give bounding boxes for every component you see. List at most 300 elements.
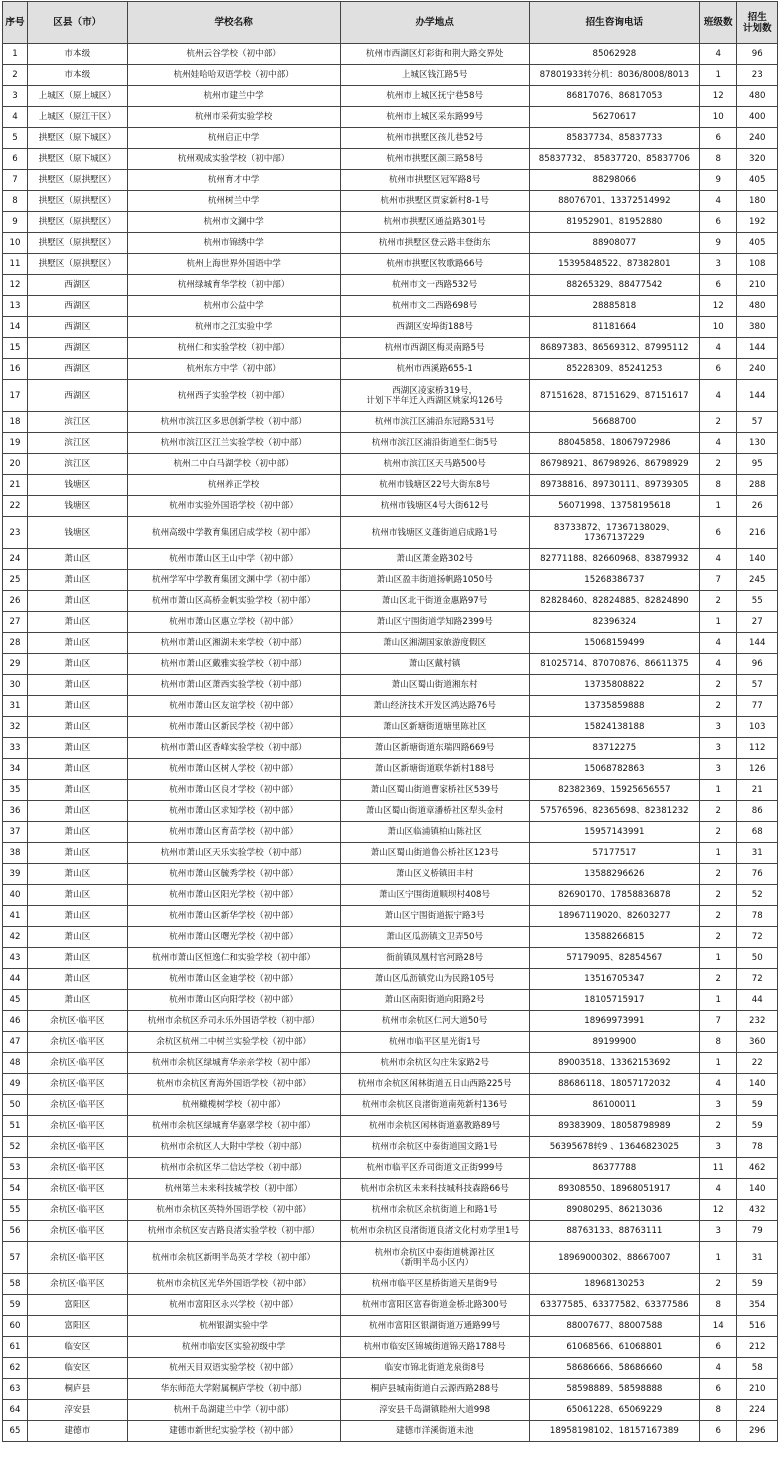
phone-cell: 88007677、88007588 <box>529 1316 699 1337</box>
phone-cell: 86817076、86817053 <box>529 86 699 107</box>
header-district: 区县（市） <box>27 2 127 44</box>
school-name-cell: 杭州市萧山区湘湖未来学校（初中部） <box>127 633 340 654</box>
class-count-cell: 2 <box>700 412 737 433</box>
school-name-cell: 杭州市萧山区阳光学校（初中部） <box>127 885 340 906</box>
serial-cell: 50 <box>3 1095 28 1116</box>
enroll-plan-cell: 245 <box>737 570 778 591</box>
serial-cell: 3 <box>3 86 28 107</box>
phone-cell: 85837732、 85837720、85837706 <box>529 149 699 170</box>
address-cell: 杭州市余杭区未来科技城科技森路66号 <box>340 1179 529 1200</box>
enroll-plan-cell: 23 <box>737 65 778 86</box>
enroll-plan-cell: 480 <box>737 296 778 317</box>
district-cell: 市本级 <box>27 65 127 86</box>
phone-cell: 89080295、86213036 <box>529 1200 699 1221</box>
serial-cell: 48 <box>3 1053 28 1074</box>
serial-cell: 2 <box>3 65 28 86</box>
address-cell: 杭州市余杭区良渚街道南苑新村136号 <box>340 1095 529 1116</box>
table-row <box>3 380 778 412</box>
enroll-plan-cell: 380 <box>737 317 778 338</box>
district-cell: 拱墅区（原下城区） <box>27 149 127 170</box>
address-cell: 萧山区瓜沥镇党山为民路105号 <box>340 969 529 990</box>
phone-cell: 86798921、86798926、86798929 <box>529 454 699 475</box>
serial-cell: 41 <box>3 906 28 927</box>
table-row <box>3 549 778 570</box>
address-cell: 萧山区新塘街道塘里陈社区 <box>340 717 529 738</box>
district-cell: 萧山区 <box>27 570 127 591</box>
enroll-plan-cell: 59 <box>737 1116 778 1137</box>
serial-cell: 5 <box>3 128 28 149</box>
district-cell: 淳安县 <box>27 1400 127 1421</box>
district-cell: 余杭区·临平区 <box>27 1221 127 1242</box>
class-count-cell: 3 <box>700 254 737 275</box>
table-row <box>3 1158 778 1179</box>
table-row <box>3 927 778 948</box>
district-cell: 萧山区 <box>27 633 127 654</box>
address-cell: 萧山区宁围街道学知路2399号 <box>340 612 529 633</box>
district-cell: 萧山区 <box>27 948 127 969</box>
class-count-cell: 6 <box>700 359 737 380</box>
class-count-cell: 4 <box>700 549 737 570</box>
district-cell: 萧山区 <box>27 696 127 717</box>
phone-cell: 18105715917 <box>529 990 699 1011</box>
district-cell: 富阳区 <box>27 1316 127 1337</box>
phone-cell: 88298066 <box>529 170 699 191</box>
enroll-plan-cell: 210 <box>737 1379 778 1400</box>
serial-cell: 47 <box>3 1032 28 1053</box>
serial-cell: 43 <box>3 948 28 969</box>
table-row <box>3 1074 778 1095</box>
district-cell: 西湖区 <box>27 338 127 359</box>
table-row <box>3 1095 778 1116</box>
serial-cell: 46 <box>3 1011 28 1032</box>
enroll-plan-cell: 31 <box>737 843 778 864</box>
address-cell: 临安市锦北街道龙泉街8号 <box>340 1358 529 1379</box>
school-name-cell: 杭州市余杭区华二信达学校（初中部） <box>127 1158 340 1179</box>
table-row <box>3 1400 778 1421</box>
serial-cell: 17 <box>3 380 28 412</box>
enroll-plan-cell: 405 <box>737 170 778 191</box>
address-cell: 萧山区蜀山街道湘东村 <box>340 675 529 696</box>
school-name-cell: 杭州市萧山区毓秀学校（初中部） <box>127 864 340 885</box>
table-row <box>3 170 778 191</box>
enroll-plan-cell: 72 <box>737 969 778 990</box>
serial-cell: 62 <box>3 1358 28 1379</box>
address-cell: 杭州市余杭区闲林街道五日山西路225号 <box>340 1074 529 1095</box>
school-name-cell: 杭州市之江实验中学 <box>127 317 340 338</box>
table-row <box>3 233 778 254</box>
table-row <box>3 128 778 149</box>
enroll-plan-cell: 192 <box>737 212 778 233</box>
school-name-cell: 杭州市萧山区树人学校（初中部） <box>127 759 340 780</box>
serial-cell: 45 <box>3 990 28 1011</box>
school-name-cell: 杭州市萧山区萧西实验学校（初中部） <box>127 675 340 696</box>
table-row <box>3 454 778 475</box>
address-cell: 杭州市钱塘区22号大街东8号 <box>340 475 529 496</box>
phone-cell: 88076701、13372514992 <box>529 191 699 212</box>
table-row <box>3 1011 778 1032</box>
phone-cell: 86897383、86569312、87995112 <box>529 338 699 359</box>
district-cell: 拱墅区（原下城区） <box>27 128 127 149</box>
table-row <box>3 338 778 359</box>
table-row <box>3 759 778 780</box>
school-name-cell: 杭州云谷学校（初中部） <box>127 44 340 65</box>
serial-cell: 25 <box>3 570 28 591</box>
district-cell: 萧山区 <box>27 549 127 570</box>
class-count-cell: 4 <box>700 654 737 675</box>
table-row <box>3 149 778 170</box>
table-row <box>3 1116 778 1137</box>
address-cell: 萧山区宁围街道顺坝村408号 <box>340 885 529 906</box>
phone-cell: 89383909、18058798989 <box>529 1116 699 1137</box>
table-row <box>3 843 778 864</box>
phone-cell: 63377585、63377582、63377586 <box>529 1295 699 1316</box>
address-cell: 萧山区萧金路302号 <box>340 549 529 570</box>
table-row <box>3 906 778 927</box>
address-cell: 杭州市临平区星光街1号 <box>340 1032 529 1053</box>
phone-cell: 86100011 <box>529 1095 699 1116</box>
serial-cell: 6 <box>3 149 28 170</box>
enroll-plan-cell: 144 <box>737 338 778 359</box>
table-row <box>3 191 778 212</box>
header-phone: 招生咨询电话 <box>529 2 699 44</box>
district-cell: 临安区 <box>27 1358 127 1379</box>
class-count-cell: 1 <box>700 948 737 969</box>
phone-cell: 15068159499 <box>529 633 699 654</box>
address-cell: 杭州市上城区抚宁巷58号 <box>340 86 529 107</box>
phone-cell: 83733872、17367138029、 17367137229 <box>529 517 699 549</box>
serial-cell: 44 <box>3 969 28 990</box>
phone-cell: 88763133、88763111 <box>529 1221 699 1242</box>
class-count-cell: 1 <box>700 612 737 633</box>
serial-cell: 23 <box>3 517 28 549</box>
phone-cell: 81952901、81952880 <box>529 212 699 233</box>
class-count-cell: 2 <box>700 822 737 843</box>
school-name-cell: 杭州第兰未来科技城学校（初中部） <box>127 1179 340 1200</box>
table-row <box>3 1053 778 1074</box>
class-count-cell: 2 <box>700 591 737 612</box>
address-cell: 萧山区南阳街道向阳路2号 <box>340 990 529 1011</box>
address-cell: 杭州市余杭区良渚街道良渚文化村劝学里1号 <box>340 1221 529 1242</box>
class-count-cell: 3 <box>700 759 737 780</box>
phone-cell: 56688700 <box>529 412 699 433</box>
serial-cell: 65 <box>3 1421 28 1442</box>
table-row <box>3 1295 778 1316</box>
table-row <box>3 864 778 885</box>
table-row <box>3 1316 778 1337</box>
serial-cell: 13 <box>3 296 28 317</box>
address-cell: 杭州市拱墅区冠军路8号 <box>340 170 529 191</box>
table-row <box>3 1179 778 1200</box>
header-school-name: 学校名称 <box>127 2 340 44</box>
table-row <box>3 969 778 990</box>
table-row <box>3 1337 778 1358</box>
district-cell: 桐庐县 <box>27 1379 127 1400</box>
school-name-cell: 杭州市萧山区育苗学校（初中部） <box>127 822 340 843</box>
class-count-cell: 2 <box>700 1274 737 1295</box>
class-count-cell: 4 <box>700 1074 737 1095</box>
phone-cell: 13588296626 <box>529 864 699 885</box>
enroll-plan-cell: 180 <box>737 191 778 212</box>
district-cell: 滨江区 <box>27 412 127 433</box>
serial-cell: 40 <box>3 885 28 906</box>
enroll-plan-cell: 31 <box>737 1242 778 1274</box>
enroll-plan-cell: 50 <box>737 948 778 969</box>
table-row <box>3 948 778 969</box>
district-cell: 拱墅区（原拱墅区） <box>27 254 127 275</box>
district-cell: 市本级 <box>27 44 127 65</box>
enroll-plan-cell: 96 <box>737 44 778 65</box>
serial-cell: 22 <box>3 496 28 517</box>
district-cell: 钱塘区 <box>27 475 127 496</box>
table-row <box>3 990 778 1011</box>
phone-cell: 81181664 <box>529 317 699 338</box>
school-name-cell: 杭州市萧山区戴雅实验学校（初中部） <box>127 654 340 675</box>
enroll-plan-cell: 140 <box>737 549 778 570</box>
address-cell: 萧山区湘湖国家旅游度假区 <box>340 633 529 654</box>
address-cell: 杭州市钱塘区义蓬街道启成路1号 <box>340 517 529 549</box>
enroll-plan-cell: 480 <box>737 86 778 107</box>
district-cell: 萧山区 <box>27 822 127 843</box>
school-name-cell: 杭州市萧山区曙光学校（初中部） <box>127 927 340 948</box>
phone-cell: 88686118、18057172032 <box>529 1074 699 1095</box>
school-name-cell: 余杭区杭州二中树兰实验学校（初中部） <box>127 1032 340 1053</box>
serial-cell: 37 <box>3 822 28 843</box>
serial-cell: 33 <box>3 738 28 759</box>
school-name-cell: 杭州市萧山区高桥金帆实验学校（初中部） <box>127 591 340 612</box>
serial-cell: 57 <box>3 1242 28 1274</box>
table-row <box>3 212 778 233</box>
class-count-cell: 7 <box>700 570 737 591</box>
enroll-plan-cell: 95 <box>737 454 778 475</box>
serial-cell: 8 <box>3 191 28 212</box>
class-count-cell: 1 <box>700 1242 737 1274</box>
phone-cell: 82382369、15925656557 <box>529 780 699 801</box>
serial-cell: 49 <box>3 1074 28 1095</box>
class-count-cell: 8 <box>700 475 737 496</box>
school-name-cell: 杭州市富阳区永兴学校（初中部） <box>127 1295 340 1316</box>
table-row <box>3 633 778 654</box>
district-cell: 萧山区 <box>27 969 127 990</box>
enroll-plan-cell: 232 <box>737 1011 778 1032</box>
district-cell: 余杭区·临平区 <box>27 1095 127 1116</box>
district-cell: 萧山区 <box>27 591 127 612</box>
district-cell: 上城区（原上城区） <box>27 86 127 107</box>
header-address: 办学地点 <box>340 2 529 44</box>
phone-cell: 89308550、18968051917 <box>529 1179 699 1200</box>
serial-cell: 14 <box>3 317 28 338</box>
phone-cell: 58686666、58686660 <box>529 1358 699 1379</box>
school-name-cell: 杭州市滨江区江兰实验学校（初中部） <box>127 433 340 454</box>
enroll-plan-cell: 240 <box>737 359 778 380</box>
address-cell: 杭州市拱墅区颜三路58号 <box>340 149 529 170</box>
school-name-cell: 杭州市余杭区育海外国语学校（初中部） <box>127 1074 340 1095</box>
enroll-plan-cell: 26 <box>737 496 778 517</box>
address-cell: 杭州市西溪路655-1 <box>340 359 529 380</box>
table-row <box>3 612 778 633</box>
district-cell: 萧山区 <box>27 612 127 633</box>
enroll-plan-cell: 140 <box>737 1074 778 1095</box>
district-cell: 萧山区 <box>27 864 127 885</box>
address-cell: 杭州市余杭区中泰街道国文路1号 <box>340 1137 529 1158</box>
serial-cell: 21 <box>3 475 28 496</box>
class-count-cell: 8 <box>700 1032 737 1053</box>
school-name-cell: 杭州市萧山区天乐实验学校（初中部） <box>127 843 340 864</box>
phone-cell: 18967119020、82603277 <box>529 906 699 927</box>
district-cell: 余杭区·临平区 <box>27 1011 127 1032</box>
serial-cell: 60 <box>3 1316 28 1337</box>
table-row <box>3 44 778 65</box>
district-cell: 萧山区 <box>27 738 127 759</box>
class-count-cell: 2 <box>700 864 737 885</box>
address-cell: 杭州市西湖区梅灵南路5号 <box>340 338 529 359</box>
table-row <box>3 654 778 675</box>
serial-cell: 42 <box>3 927 28 948</box>
phone-cell: 57179095、82854567 <box>529 948 699 969</box>
serial-cell: 61 <box>3 1337 28 1358</box>
phone-cell: 18958198102、18157167389 <box>529 1421 699 1442</box>
serial-cell: 35 <box>3 780 28 801</box>
school-name-cell: 杭州市滨江区多思创新学校（初中部） <box>127 412 340 433</box>
serial-cell: 24 <box>3 549 28 570</box>
table-row <box>3 475 778 496</box>
school-name-cell: 杭州娃哈哈双语学校（初中部） <box>127 65 340 86</box>
table-row <box>3 1421 778 1442</box>
table-row <box>3 517 778 549</box>
address-cell: 萧山区蜀山街道鲁公桥社区123号 <box>340 843 529 864</box>
address-cell: 杭州市滨江区浦沿东冠路531号 <box>340 412 529 433</box>
table-header-row <box>3 2 778 44</box>
class-count-cell: 6 <box>700 275 737 296</box>
phone-cell: 18969000302、88667007 <box>529 1242 699 1274</box>
enroll-plan-cell: 296 <box>737 1421 778 1442</box>
phone-cell: 82828460、82824885、82824890 <box>529 591 699 612</box>
table-row <box>3 496 778 517</box>
serial-cell: 38 <box>3 843 28 864</box>
phone-cell: 13588266815 <box>529 927 699 948</box>
phone-cell: 82771188、82660968、83879932 <box>529 549 699 570</box>
class-count-cell: 4 <box>700 433 737 454</box>
address-cell: 萧山区临浦镇柏山陈社区 <box>340 822 529 843</box>
table-row <box>3 675 778 696</box>
table-row <box>3 591 778 612</box>
class-count-cell: 6 <box>700 212 737 233</box>
serial-cell: 19 <box>3 433 28 454</box>
address-cell: 杭州市余杭区闲林街道嘉教路89号 <box>340 1116 529 1137</box>
address-cell: 杭州市西湖区灯彩街和荆大路交界处 <box>340 44 529 65</box>
enroll-plan-cell: 57 <box>737 675 778 696</box>
enroll-plan-cell: 516 <box>737 1316 778 1337</box>
district-cell: 余杭区·临平区 <box>27 1200 127 1221</box>
serial-cell: 55 <box>3 1200 28 1221</box>
enroll-plan-cell: 144 <box>737 633 778 654</box>
serial-cell: 4 <box>3 107 28 128</box>
address-cell: 萧山区瓜沥镇文卫弄50号 <box>340 927 529 948</box>
address-cell: 萧山区盈丰街道扬帆路1050号 <box>340 570 529 591</box>
phone-cell: 28885818 <box>529 296 699 317</box>
school-name-cell: 杭州市萧山区良才学校（初中部） <box>127 780 340 801</box>
address-cell: 西湖区凌家桥319号， 计划下半年迁入西湖区姚家坞126号 <box>340 380 529 412</box>
school-name-cell: 杭州市余杭区乔司永乐外国语学校（初中部） <box>127 1011 340 1032</box>
enroll-plan-cell: 59 <box>737 1095 778 1116</box>
school-name-cell: 杭州上海世界外国语中学 <box>127 254 340 275</box>
district-cell: 萧山区 <box>27 906 127 927</box>
class-count-cell: 2 <box>700 454 737 475</box>
phone-cell: 57177517 <box>529 843 699 864</box>
phone-cell: 57576596、82365698、82381232 <box>529 801 699 822</box>
serial-cell: 54 <box>3 1179 28 1200</box>
class-count-cell: 6 <box>700 517 737 549</box>
serial-cell: 18 <box>3 412 28 433</box>
class-count-cell: 2 <box>700 801 737 822</box>
district-cell: 萧山区 <box>27 780 127 801</box>
school-name-cell: 杭州绿城育华学校（初中部） <box>127 275 340 296</box>
district-cell: 拱墅区（原拱墅区） <box>27 233 127 254</box>
school-name-cell: 杭州育才中学 <box>127 170 340 191</box>
school-name-cell: 杭州市锦绣中学 <box>127 233 340 254</box>
phone-cell: 89199900 <box>529 1032 699 1053</box>
enroll-plan-cell: 126 <box>737 759 778 780</box>
enroll-plan-cell: 140 <box>737 1179 778 1200</box>
school-name-cell: 杭州天目双语实验学校（初中部） <box>127 1358 340 1379</box>
phone-cell: 15395848522、87382801 <box>529 254 699 275</box>
class-count-cell: 4 <box>700 1179 737 1200</box>
school-name-cell: 杭州市萧山区友谊学校（初中部） <box>127 696 340 717</box>
district-cell: 钱塘区 <box>27 517 127 549</box>
district-cell: 上城区（原江干区） <box>27 107 127 128</box>
address-cell: 杭州市余杭区勾庄朱家路2号 <box>340 1053 529 1074</box>
enroll-plan-cell: 78 <box>737 1137 778 1158</box>
school-name-cell: 杭州市萧山区求知学校（初中部） <box>127 801 340 822</box>
table-row <box>3 65 778 86</box>
class-count-cell: 2 <box>700 1116 737 1137</box>
class-count-cell: 14 <box>700 1316 737 1337</box>
class-count-cell: 8 <box>700 149 737 170</box>
serial-cell: 12 <box>3 275 28 296</box>
phone-cell: 86377788 <box>529 1158 699 1179</box>
district-cell: 余杭区·临平区 <box>27 1137 127 1158</box>
serial-cell: 63 <box>3 1379 28 1400</box>
phone-cell: 82396324 <box>529 612 699 633</box>
class-count-cell: 7 <box>700 1011 737 1032</box>
class-count-cell: 3 <box>700 717 737 738</box>
enroll-plan-cell: 360 <box>737 1032 778 1053</box>
school-name-cell: 杭州市萧山区金迪学校（初中部） <box>127 969 340 990</box>
district-cell: 余杭区·临平区 <box>27 1242 127 1274</box>
phone-cell: 87151628、87151629、87151617 <box>529 380 699 412</box>
phone-cell: 89003518、13362153692 <box>529 1053 699 1074</box>
class-count-cell: 3 <box>700 1137 737 1158</box>
class-count-cell: 2 <box>700 906 737 927</box>
class-count-cell: 2 <box>700 885 737 906</box>
school-name-cell: 杭州银湖实验中学 <box>127 1316 340 1337</box>
class-count-cell: 8 <box>700 1400 737 1421</box>
serial-cell: 28 <box>3 633 28 654</box>
address-cell: 萧山区戴村镇 <box>340 654 529 675</box>
enroll-plan-cell: 103 <box>737 717 778 738</box>
enroll-plan-cell: 462 <box>737 1158 778 1179</box>
address-cell: 衙前镇凤凰村官河路28号 <box>340 948 529 969</box>
address-cell: 杭州市临平区乔司街道文正街999号 <box>340 1158 529 1179</box>
phone-cell: 88265329、88477542 <box>529 275 699 296</box>
address-cell: 杭州市文二西路698号 <box>340 296 529 317</box>
table-row <box>3 412 778 433</box>
district-cell: 拱墅区（原拱墅区） <box>27 191 127 212</box>
table-row <box>3 296 778 317</box>
class-count-cell: 9 <box>700 170 737 191</box>
phone-cell: 15824138188 <box>529 717 699 738</box>
enroll-plan-cell: 52 <box>737 885 778 906</box>
table-row <box>3 885 778 906</box>
